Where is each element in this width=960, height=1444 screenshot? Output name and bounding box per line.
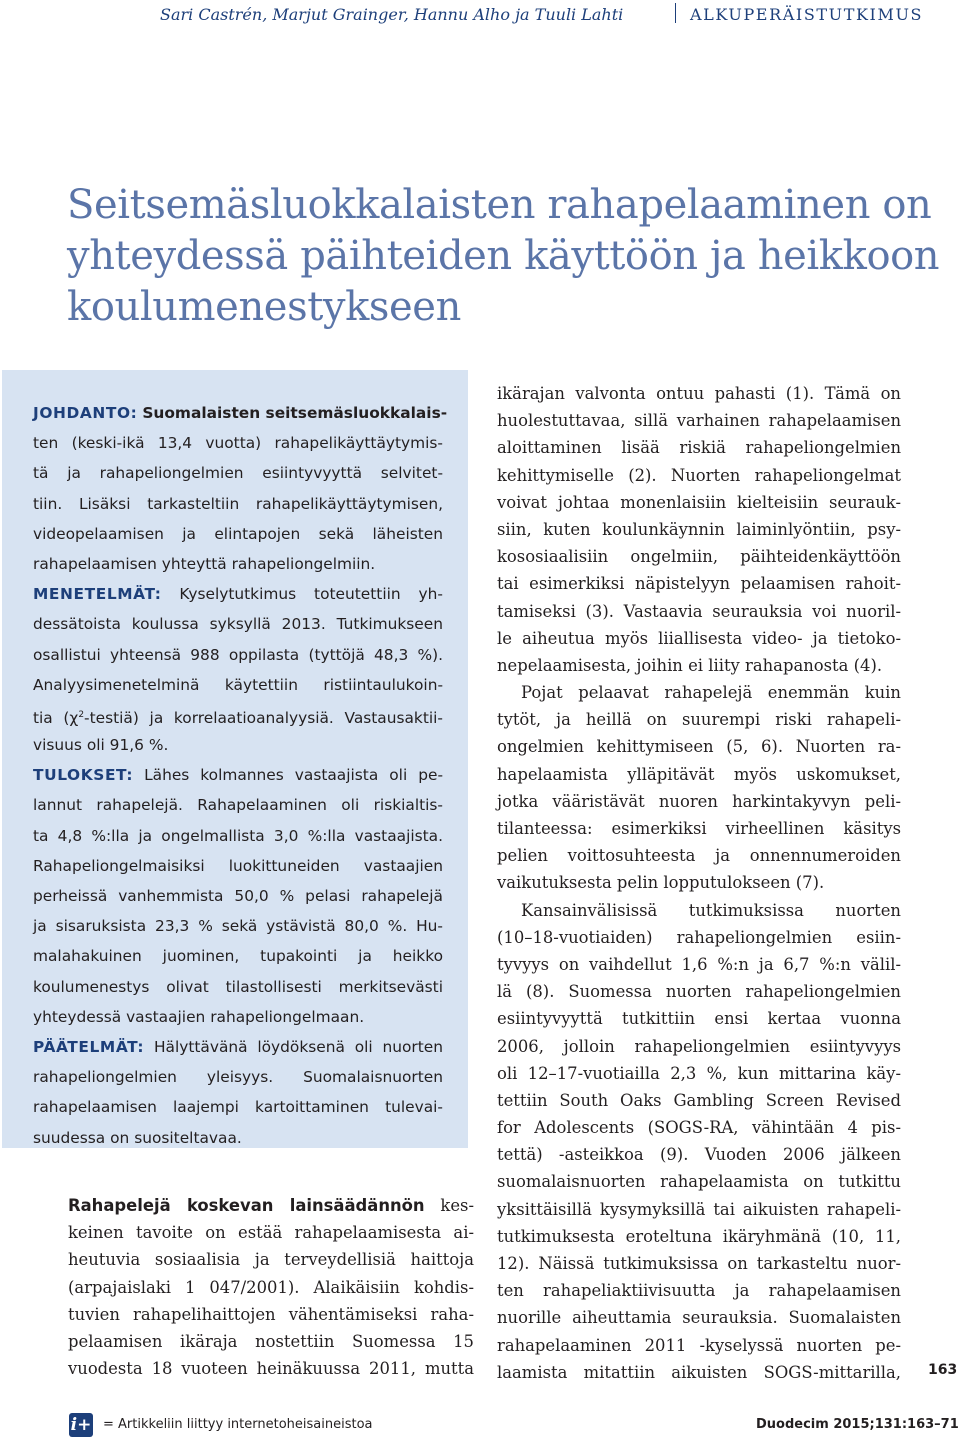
body-line: kososiaalisiin ongelmiin, päihteidenkäyttöön bbox=[497, 547, 901, 567]
abstract-box bbox=[2, 370, 468, 1148]
right-column-body bbox=[497, 380, 901, 1386]
abstract-text bbox=[33, 398, 448, 1153]
abstract-line: ten (keski-ikä 13,4 vuotta) rahapelikäyttäytymis- bbox=[33, 434, 443, 453]
abstract-line: koulumenestys olivat tilastollisesti merkitsevästi bbox=[33, 977, 443, 996]
body-line: hapelaamista ylläpitävät myös uskomukset, bbox=[497, 764, 901, 784]
body-line: tamiseksi (3). Vastaavia seurauksia voi nuoril- bbox=[497, 601, 901, 621]
abstract-line: malahakuinen juominen, tupakointi ja heikko bbox=[33, 947, 443, 966]
abstract-line: rahapeliongelmien yleisyys. Suomalaisnuorten bbox=[33, 1068, 443, 1087]
body-line: kehittymiselle (2). Nuorten rahapeliongelmat bbox=[497, 465, 901, 485]
body-line: jotka vääristävät nuoren harkintakyvyn peli- bbox=[497, 791, 901, 811]
abstract-line: tia $(\chi^2-testiä)$ ja korrelaatioanalyysiä. Vastausaktii- bbox=[33, 709, 443, 727]
body-line: (10–18-vuotiaiden) rahapeliongelmien esiin- bbox=[497, 927, 901, 947]
body-line: tyvyys on vaihdellut 1,6 %:n ja 6,7 %:n välil- bbox=[497, 954, 901, 974]
abstract-line: rahapelaamisen yhteyttä rahapeliongelmiin. bbox=[33, 554, 376, 573]
article-title-line: yhteydessä päihteiden käyttöön ja heikkoon bbox=[67, 233, 940, 279]
abstract-line: JOHDANTO: Suomalaisten seitsemäsluokkalais- bbox=[33, 404, 448, 422]
body-line: siin, kuten koulunkäynnin laiminlyöntiin, psy- bbox=[497, 519, 901, 539]
abstract-line: osallistui yhteensä 988 oppilasta (tyttöjä 48,3 %). bbox=[33, 645, 443, 664]
body-line: esiintyvyyttä tutkittiin ensi kertaa vuonna bbox=[497, 1009, 901, 1029]
abstract-line: visuus oli 91,6 %. bbox=[33, 736, 169, 755]
body-line: 2006, jolloin rahapeliongelmien esiintyvyys bbox=[497, 1036, 901, 1056]
body-line: aloittaminen lisää riskiä rahapeliongelmien bbox=[497, 438, 901, 458]
abstract-line: dessätoista koulussa syksyllä 2013. Tutkimukseen bbox=[33, 615, 443, 634]
page-number: 163 bbox=[928, 1362, 958, 1378]
info-plus-icon: i+ bbox=[70, 1415, 92, 1435]
body-line: tutkimuksesta eroteltuna ikäryhmänä (10, 11, bbox=[497, 1226, 901, 1246]
running-header bbox=[0, 0, 960, 30]
abstract-line: rahapelaamisen laajempi kartoittaminen tulevai- bbox=[33, 1098, 443, 1117]
body-line: voivat johtaa monenlaisiin kielteisiin seurauk- bbox=[497, 492, 901, 512]
body-line: laamista mitattiin aikuisten SOGS-mittarilla, bbox=[497, 1362, 901, 1382]
body-line: Pojat pelaavat rahapelejä enemmän kuin bbox=[521, 683, 901, 703]
body-line: ikärajan valvonta ontuu pahasti (1). Tämä on bbox=[497, 384, 901, 403]
body-line: nuorille aiheuttamia seurauksia. Suomalaisten bbox=[497, 1308, 901, 1328]
body-line: ten rahapeliaktiivisuutta ja rahapelaamisen bbox=[497, 1281, 901, 1301]
body-line: ongelmien kehittymiseen (5, 6). Nuorten ra- bbox=[497, 737, 901, 757]
abstract-heading-intro: JOHDANTO: bbox=[33, 404, 138, 422]
abstract-line: lannut rahapelejä. Rahapelaaminen oli riskialtis- bbox=[33, 796, 443, 815]
abstract-line: suudessa on suositeltavaa. bbox=[33, 1128, 242, 1147]
body-line: vaikutuksesta pelin lopputulokseen (7). bbox=[497, 873, 825, 893]
abstract-line: ta 4,8 %:lla ja ongelmallista 3,0 %:lla vastaajista. bbox=[33, 826, 443, 845]
body-line: huolestuttavaa, sillä varhainen rahapelaamisen bbox=[497, 411, 901, 431]
abstract-heading-results: TULOKSET: bbox=[33, 766, 134, 785]
abstract-line: perheissä vanhemmista 50,0 % pelasi rahapelejä bbox=[33, 887, 443, 905]
header-section: ALKUPERÄISTUTKIMUS bbox=[690, 5, 924, 24]
abstract-heading-methods: MENETELMÄT: bbox=[33, 585, 162, 604]
abstract-line: tä ja rahapeliongelmien esiintyvyyttä selvitet- bbox=[33, 464, 443, 483]
body-line: tettiin South Oaks Gambling Screen Revised bbox=[497, 1090, 901, 1110]
abstract-line: videopelaamisen ja elintapojen sekä läheisten bbox=[33, 524, 443, 543]
abstract-line: PÄÄTELMÄT: Hälyttävänä löydöksenä oli nuorten bbox=[33, 1037, 443, 1056]
body-line: tuvien rahapelihaittojen vähentämiseksi raha- bbox=[68, 1304, 474, 1324]
header-separator bbox=[675, 3, 676, 23]
abstract-heading-conclusions: PÄÄTELMÄT: bbox=[33, 1037, 145, 1056]
abstract-line: Analyysimenetelminä käytettiin ristiintaulukoin- bbox=[33, 675, 443, 694]
body-line: heutuvia sosiaalisia ja terveydellisiä haittoja bbox=[68, 1250, 474, 1270]
body-line: nepelaamisesta, joihin ei liity rahapanosta (4). bbox=[497, 655, 883, 675]
article-title-line: Seitsemäsluokkalaisten rahapelaaminen on bbox=[67, 182, 932, 228]
body-line: lä (8). Suomessa nuorten rahapeliongelmien bbox=[497, 982, 901, 1002]
lead-in: Rahapelejä koskevan lainsäädännön bbox=[68, 1196, 425, 1215]
body-line: suomalaisnuorten rahapelaamista on tutkittu bbox=[497, 1172, 901, 1192]
page-footer bbox=[0, 1410, 960, 1444]
footer-legend: = Artikkeliin liittyy internetoheisaineistoa bbox=[103, 1417, 373, 1432]
body-line: for Adolescents (SOGS-RA, vähintään 4 pis- bbox=[497, 1118, 901, 1138]
body-line: yksittäisillä kysymyksillä tai aikuisten rahapeli- bbox=[497, 1199, 901, 1219]
abstract-line: ja sisaruksista 23,3 % sekä ystävistä 80,0 %. Hu- bbox=[33, 917, 443, 936]
article-title-line: koulumenestykseen bbox=[67, 284, 461, 330]
body-line: 12). Näissä tutkimuksissa on tarkasteltu nuor- bbox=[497, 1254, 901, 1273]
body-line: tytöt, ja heillä on suurempi riski rahapeli- bbox=[497, 710, 901, 730]
abstract-line: yhteydessä vastaajien rahapeliongelmaan. bbox=[33, 1007, 365, 1026]
body-line: (arpajaislaki 1 047/2001). Alaikäisiin kohdis- bbox=[68, 1277, 474, 1297]
body-line: tilanteessa: esimerkiksi virheellinen käsitys bbox=[497, 819, 901, 838]
body-line: keinen tavoite on estää rahapelaamisesta ai- bbox=[68, 1223, 474, 1243]
body-line: le aiheutua myös liiallisesta video- ja tietoko- bbox=[497, 628, 901, 648]
abstract-line: tiin. Lisäksi tarkasteltiin rahapelikäyttäytymisen, bbox=[33, 494, 443, 513]
left-column-body bbox=[68, 1192, 474, 1382]
abstract-line: MENETELMÄT: Kyselytutkimus toteutettiin yh- bbox=[33, 585, 443, 604]
body-line: tettä) -asteikkoa (9). Vuoden 2006 jälkeen bbox=[497, 1145, 901, 1165]
body-line: oli 12–17-vuotiailla 2,3 %, kun mittarina käy- bbox=[497, 1063, 901, 1083]
body-line: rahapelaaminen 2011 -kyselyssä nuorten pe- bbox=[497, 1335, 901, 1355]
journal-citation: Duodecim 2015;131:163–71 bbox=[756, 1417, 959, 1432]
body-line: vuodesta 18 vuoteen heinäkuussa 2011, mutta bbox=[68, 1359, 474, 1379]
body-line: Kansainvälisissä tutkimuksissa nuorten bbox=[521, 900, 901, 920]
body-line: Rahapelejä koskevan lainsäädännön kes- bbox=[68, 1196, 474, 1215]
abstract-line: Rahapeliongelmaisiksi luokittuneiden vastaajien bbox=[33, 856, 443, 875]
body-line: pelaamisen ikäraja nostettiin Suomessa 15 bbox=[68, 1331, 474, 1351]
header-authors: Sari Castrén, Marjut Grainger, Hannu Alho ja Tuuli Lahti bbox=[160, 5, 624, 24]
article-title bbox=[67, 180, 947, 333]
body-line: pelien voittosuhteesta ja onnennumeroiden bbox=[497, 846, 901, 866]
body-line: tai esimerkiksi näpistelyyn pelaamisen rahoit- bbox=[497, 574, 901, 594]
abstract-line: TULOKSET: Lähes kolmannes vastaajista oli pe- bbox=[33, 766, 443, 785]
